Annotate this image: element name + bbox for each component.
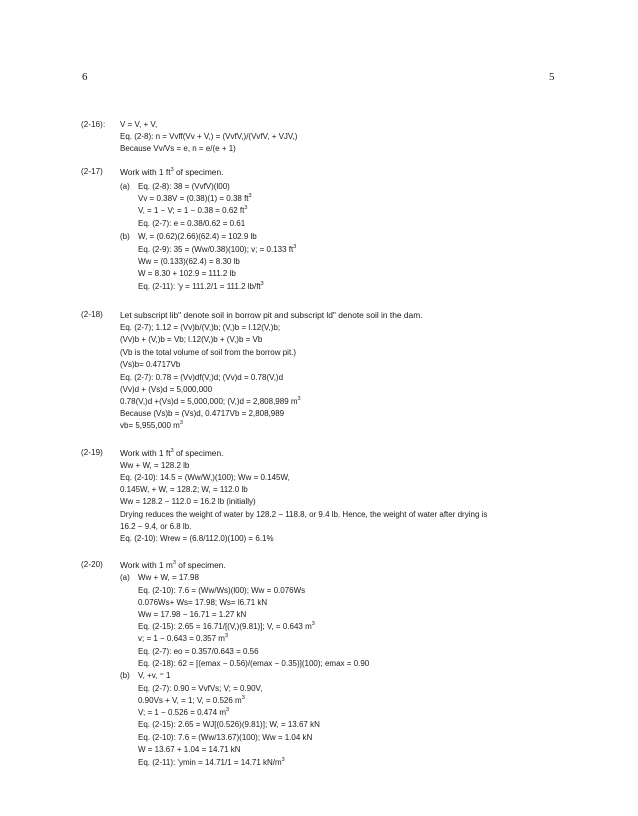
problem-statement: Let subscript lib" denote soil in borrow pit and subscript ld" denote soil in the dam.: [120, 310, 423, 320]
solution-line: 16.2 − 9.4, or 6.8 lb.: [120, 522, 192, 531]
solution-line: 0.78(V,)d +(Vs)d = 5,000,000; (V,)d = 2,808,989 $m^3$: [120, 396, 301, 406]
solution-line: 0.145W, + W, = 128.2; W, = 112.0 lb: [120, 485, 248, 494]
solution-line: V, +v, ⁼ 1: [138, 671, 171, 680]
solution-line: Eq. (2-10): 7.6 = (Ww/Ws)(l00); Ww = 0.076Ws: [138, 586, 306, 595]
solution-line: Eq. (2-10): 7.6 = (Ww/13.67)(100); Ww = 1.04 kN: [138, 733, 313, 742]
part-label: (a): [120, 182, 130, 191]
solution-line: Drying reduces the weight of water by 128.2 − 118.8, or 9.4 lb. Hence, the weight of water after drying is: [120, 510, 488, 519]
solution-line: V, = 1 − V; = 1 − 0.38 = 0.62 $ft^3$: [138, 205, 248, 215]
solution-line: Eq. (2-11): 'y = 111.2/1 = 111.2 $lb/ft^3$: [138, 281, 264, 291]
solution-line: Eq. (2-7): e = 0.38/0.62 = 0.61: [138, 219, 246, 228]
solution-line: Ww = 17.98 − 16.71 = 1.27 kN: [138, 610, 247, 619]
solution-line: W = 8.30 + 102.9 = 111.2 lb: [138, 269, 236, 278]
problem-number: (2-16):: [81, 120, 106, 129]
solution-line: vb= 5,955,000 $m^3$: [120, 420, 183, 430]
problem-statement: Work with 1 $m^3$ of specimen.: [120, 560, 226, 570]
problem-statement: Work with 1 $ft^3$ of specimen.: [120, 167, 224, 177]
problem-statement: Work with 1 $ft^3$ of specimen.: [120, 448, 224, 458]
problem-number: (2-18): [81, 310, 103, 319]
solution-line: Eq. (2-7); 1.12 = (Vv)b/(V,)b; (V,)b = l.12(V,)b;: [120, 323, 281, 332]
page-number-left: 6: [82, 71, 88, 83]
problem-number: (2-17): [81, 167, 103, 176]
solution-line: (Vv)d + (Vs)d = 5,000,000: [120, 385, 213, 394]
solution-line: W, = (0.62)(2.66)(62.4) = 102.9 lb: [138, 232, 257, 241]
part-label: (b): [120, 671, 130, 680]
solution-line: Eq. (2-7): 0.78 = (Vv)df(V,)d; (Vv)d = 0.78(V,)d: [120, 373, 284, 382]
solution-line: Eq. (2-15): 2.65 = WJ[(0.526)(9.81)]; W, = 13.67 kN: [138, 720, 320, 729]
solution-line: Because (Vs)b = (Vs)d, 0.4717Vb = 2,808,989: [120, 409, 285, 418]
solution-line: Eq. (2-8): n = Vvff(Vv + V,) = (VvfV,)/(VvfV, + VJV,): [120, 132, 298, 141]
problem-number: (2-20): [81, 560, 103, 569]
part-label: (a): [120, 573, 130, 582]
solution-line: Eq. (2-8): 38 = (VvfV)(l00): [138, 182, 230, 191]
solution-line: Eq. (2-15): 2.65 = 16.71/[(V,)(9.81)]; V, = 0.643 $m^3$: [138, 621, 315, 631]
solution-line: (Vb is the total volume of soil from the borrow pit.): [120, 348, 297, 357]
solution-line: Ww = (0.133)(62.4) = 8.30 lb: [138, 257, 240, 266]
solution-line: Ww = 128.2 − 112.0 = 16.2 lb (initially): [120, 497, 256, 506]
solution-line: W = 13.67 + 1.04 = 14.71 kN: [138, 745, 241, 754]
solution-line: (Vv)b + (V,)b = Vb; l.12(V,)b + (V,)b = Vb: [120, 335, 263, 344]
solution-line: Eq. (2-9): 35 = (Ww/0.38)(100); v; = 0.133 $ft^3$: [138, 244, 297, 254]
solution-line: Eq. (2-7): eo = 0.357/0.643 = 0.56: [138, 647, 259, 656]
solution-line: Because Vv/Vs = e, n = e/(e + 1): [120, 144, 236, 153]
solution-line: Ww + W, = 17.98: [138, 573, 199, 582]
part-label: (b): [120, 232, 130, 241]
solution-line: V; = 1 − 0.526 = 0.474 $m^3$: [138, 707, 230, 717]
solution-line: Eq. (2-11): 'ymin = 14.71/1 = 14.71 $kN/m^3$: [138, 757, 285, 767]
solution-line: Eq. (2-18): 62 = [(emax − 0.56)/(emax − 0.35)](100); emax = 0.90: [138, 659, 370, 668]
solution-line: v; = 1 − 0.643 = 0.357 $m^3$: [138, 633, 229, 643]
page-number-right: 5: [549, 71, 555, 83]
solution-line: (Vs)b= 0.4717Vb: [120, 360, 181, 369]
solution-line: 0.90Vs + V, = 1; V, = 0.526 $m^3$: [138, 695, 245, 705]
solution-line: Eq. (2-10): 14.5 = (Ww/W,)(100); Ww = 0.145W,: [120, 473, 290, 482]
solution-line: Eq. (2-10): Wrew = (6.8/112.0)(100) = 6.1%: [120, 534, 274, 543]
solution-line: Eq. (2-7): 0.90 = VvfVs; V; = 0.90V,: [138, 684, 263, 693]
solution-line: V = V, + V,: [120, 120, 158, 129]
solution-line: Ww + W, = 128.2 lb: [120, 461, 190, 470]
problem-number: (2-19): [81, 448, 103, 457]
solution-line: 0.076Ws+ Ws= 17.98; Ws= l6.71 kN: [138, 598, 268, 607]
solution-line: Vv = 0.38V = (0.38)(1) = 0.38 $ft^3$: [138, 193, 252, 203]
